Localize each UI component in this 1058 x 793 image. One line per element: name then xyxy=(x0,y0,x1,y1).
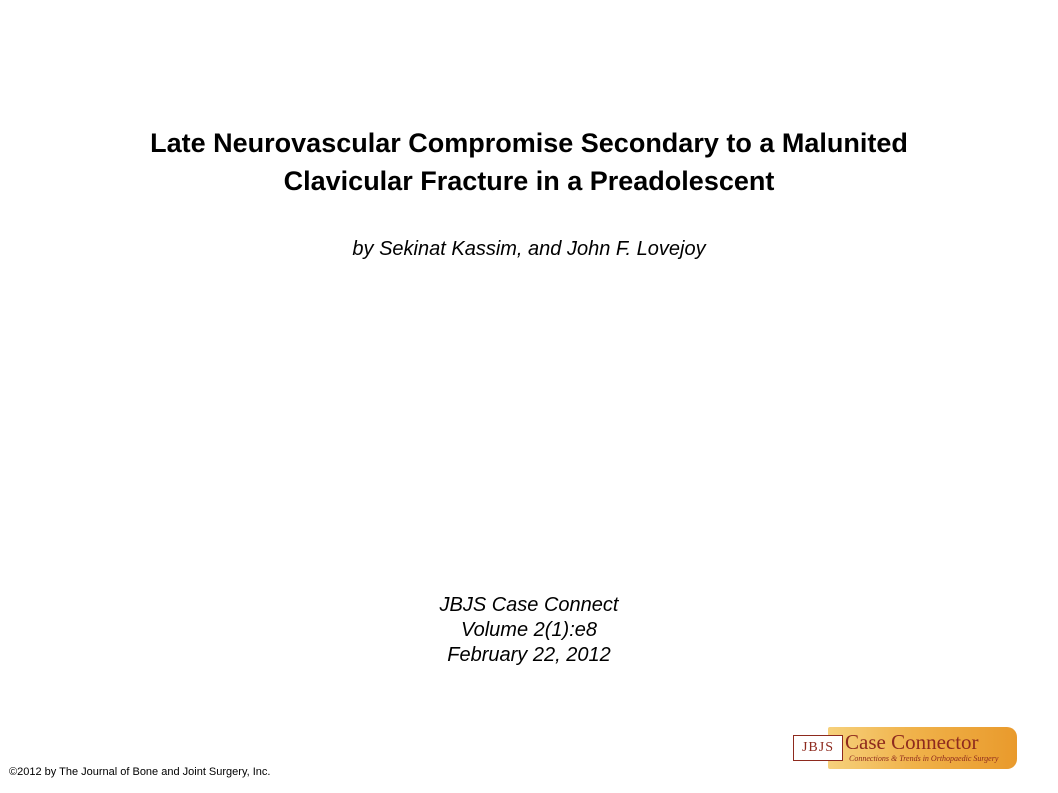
publication-date: February 22, 2012 xyxy=(447,644,611,666)
author-byline: by Sekinat Kassim, and John F. Lovejoy xyxy=(352,238,706,260)
volume-issue: Volume 2(1):e8 xyxy=(461,619,597,641)
case-connector-logo xyxy=(790,727,1017,769)
citation-block xyxy=(300,593,758,668)
jbjs-mark: JBJS xyxy=(793,735,843,761)
article-title-line-1: Late Neurovascular Compromise Secondary to a Malunited xyxy=(150,128,908,158)
copyright-notice: ©2012 by The Journal of Bone and Joint Surgery, Inc. xyxy=(9,766,271,778)
article-title-line-2: Clavicular Fracture in a Preadolescent xyxy=(283,166,775,196)
logo-tagline: Connections & Trends in Orthopaedic Surgery xyxy=(849,754,999,763)
logo-name: Case Connector xyxy=(845,730,979,754)
article-title xyxy=(40,124,1018,200)
journal-name: JBJS Case Connect xyxy=(439,594,619,616)
